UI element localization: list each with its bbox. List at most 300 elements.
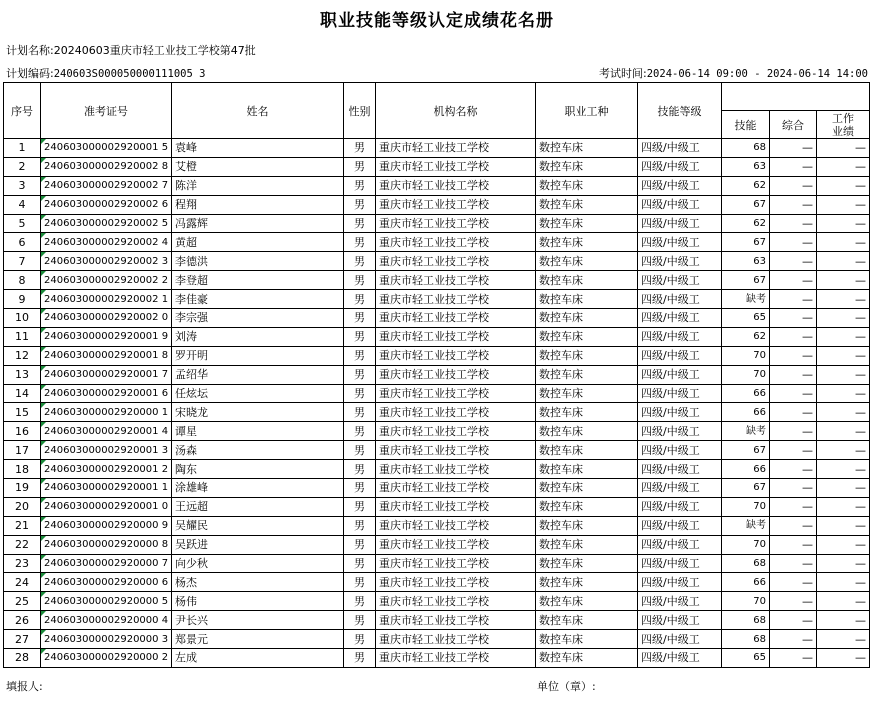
- cell-job[interactable]: 数控车床: [536, 195, 638, 214]
- cell-org[interactable]: 重庆市轻工业技工学校: [376, 176, 536, 195]
- cell-ticket[interactable]: 240603000002920002 2: [41, 271, 172, 290]
- table-row[interactable]: [4, 479, 870, 498]
- cell-level[interactable]: 四级/中级工: [638, 554, 722, 573]
- cell-sex[interactable]: 男: [344, 516, 376, 535]
- cell-job[interactable]: 数控车床: [536, 630, 638, 649]
- cell-work[interactable]: —: [817, 611, 870, 630]
- cell-skill[interactable]: 67: [722, 479, 770, 498]
- table-row[interactable]: [4, 327, 870, 346]
- cell-sex[interactable]: 男: [344, 176, 376, 195]
- cell-overall[interactable]: —: [770, 290, 817, 309]
- cell-skill[interactable]: 68: [722, 630, 770, 649]
- cell-work[interactable]: —: [817, 592, 870, 611]
- table-row[interactable]: [4, 233, 870, 252]
- table-row[interactable]: [4, 460, 870, 479]
- cell-org[interactable]: 重庆市轻工业技工学校: [376, 403, 536, 422]
- cell-ticket[interactable]: 240603000002920001 1: [41, 479, 172, 498]
- cell-seq[interactable]: 27: [4, 630, 41, 649]
- cell-name[interactable]: 黄超: [172, 233, 344, 252]
- cell-overall[interactable]: —: [770, 233, 817, 252]
- cell-overall[interactable]: —: [770, 365, 817, 384]
- table-row[interactable]: [4, 422, 870, 441]
- cell-seq[interactable]: 26: [4, 611, 41, 630]
- cell-sex[interactable]: 男: [344, 384, 376, 403]
- cell-job[interactable]: 数控车床: [536, 309, 638, 328]
- header-ticket[interactable]: 准考证号: [41, 83, 172, 139]
- cell-ticket[interactable]: 240603000002920001 3: [41, 441, 172, 460]
- cell-overall[interactable]: —: [770, 649, 817, 668]
- cell-level[interactable]: 四级/中级工: [638, 479, 722, 498]
- cell-name[interactable]: 左成: [172, 649, 344, 668]
- cell-job[interactable]: 数控车床: [536, 535, 638, 554]
- cell-name[interactable]: 杨伟: [172, 592, 344, 611]
- cell-work[interactable]: —: [817, 233, 870, 252]
- cell-overall[interactable]: —: [770, 309, 817, 328]
- cell-sex[interactable]: 男: [344, 252, 376, 271]
- cell-level[interactable]: 四级/中级工: [638, 403, 722, 422]
- cell-name[interactable]: 罗开明: [172, 346, 344, 365]
- cell-ticket[interactable]: 240603000002920000 5: [41, 592, 172, 611]
- cell-sex[interactable]: 男: [344, 271, 376, 290]
- cell-name[interactable]: 孟绍华: [172, 365, 344, 384]
- cell-org[interactable]: 重庆市轻工业技工学校: [376, 497, 536, 516]
- cell-seq[interactable]: 4: [4, 195, 41, 214]
- cell-seq[interactable]: 3: [4, 176, 41, 195]
- cell-work[interactable]: —: [817, 535, 870, 554]
- cell-name[interactable]: 王远超: [172, 497, 344, 516]
- cell-skill[interactable]: 缺考: [722, 516, 770, 535]
- cell-sex[interactable]: 男: [344, 497, 376, 516]
- cell-seq[interactable]: 28: [4, 649, 41, 668]
- cell-sex[interactable]: 男: [344, 441, 376, 460]
- cell-level[interactable]: 四级/中级工: [638, 422, 722, 441]
- table-row[interactable]: [4, 630, 870, 649]
- cell-org[interactable]: 重庆市轻工业技工学校: [376, 365, 536, 384]
- table-row[interactable]: [4, 290, 870, 309]
- cell-org[interactable]: 重庆市轻工业技工学校: [376, 460, 536, 479]
- cell-seq[interactable]: 18: [4, 460, 41, 479]
- cell-org[interactable]: 重庆市轻工业技工学校: [376, 195, 536, 214]
- cell-org[interactable]: 重庆市轻工业技工学校: [376, 573, 536, 592]
- cell-seq[interactable]: 2: [4, 157, 41, 176]
- table-row[interactable]: [4, 403, 870, 422]
- cell-job[interactable]: 数控车床: [536, 346, 638, 365]
- cell-ticket[interactable]: 240603000002920001 5: [41, 139, 172, 158]
- cell-sex[interactable]: 男: [344, 649, 376, 668]
- cell-seq[interactable]: 17: [4, 441, 41, 460]
- cell-job[interactable]: 数控车床: [536, 479, 638, 498]
- header-org[interactable]: 机构名称: [376, 83, 536, 139]
- cell-work[interactable]: —: [817, 365, 870, 384]
- cell-level[interactable]: 四级/中级工: [638, 233, 722, 252]
- cell-org[interactable]: 重庆市轻工业技工学校: [376, 214, 536, 233]
- cell-org[interactable]: 重庆市轻工业技工学校: [376, 611, 536, 630]
- cell-job[interactable]: 数控车床: [536, 403, 638, 422]
- cell-seq[interactable]: 9: [4, 290, 41, 309]
- cell-level[interactable]: 四级/中级工: [638, 290, 722, 309]
- cell-org[interactable]: 重庆市轻工业技工学校: [376, 630, 536, 649]
- cell-level[interactable]: 四级/中级工: [638, 252, 722, 271]
- cell-sex[interactable]: 男: [344, 554, 376, 573]
- cell-org[interactable]: 重庆市轻工业技工学校: [376, 233, 536, 252]
- cell-sex[interactable]: 男: [344, 611, 376, 630]
- cell-work[interactable]: —: [817, 309, 870, 328]
- cell-overall[interactable]: —: [770, 573, 817, 592]
- cell-work[interactable]: —: [817, 573, 870, 592]
- cell-job[interactable]: 数控车床: [536, 271, 638, 290]
- cell-work[interactable]: —: [817, 554, 870, 573]
- cell-skill[interactable]: 63: [722, 157, 770, 176]
- cell-skill[interactable]: 70: [722, 535, 770, 554]
- cell-org[interactable]: 重庆市轻工业技工学校: [376, 479, 536, 498]
- cell-level[interactable]: 四级/中级工: [638, 630, 722, 649]
- cell-ticket[interactable]: 240603000002920000 1: [41, 403, 172, 422]
- cell-ticket[interactable]: 240603000002920002 6: [41, 195, 172, 214]
- table-row[interactable]: [4, 649, 870, 668]
- cell-work[interactable]: —: [817, 176, 870, 195]
- cell-level[interactable]: 四级/中级工: [638, 384, 722, 403]
- cell-ticket[interactable]: 240603000002920002 3: [41, 252, 172, 271]
- header-work[interactable]: [817, 111, 870, 139]
- cell-name[interactable]: 刘涛: [172, 327, 344, 346]
- cell-ticket[interactable]: 240603000002920001 9: [41, 327, 172, 346]
- cell-sex[interactable]: 男: [344, 139, 376, 158]
- cell-skill[interactable]: 68: [722, 554, 770, 573]
- cell-name[interactable]: 杨杰: [172, 573, 344, 592]
- cell-job[interactable]: 数控车床: [536, 441, 638, 460]
- cell-seq[interactable]: 21: [4, 516, 41, 535]
- cell-skill[interactable]: 68: [722, 611, 770, 630]
- cell-overall[interactable]: —: [770, 403, 817, 422]
- cell-work[interactable]: —: [817, 479, 870, 498]
- table-row[interactable]: [4, 535, 870, 554]
- cell-sex[interactable]: 男: [344, 592, 376, 611]
- cell-level[interactable]: 四级/中级工: [638, 573, 722, 592]
- table-row[interactable]: [4, 157, 870, 176]
- cell-level[interactable]: 四级/中级工: [638, 535, 722, 554]
- cell-job[interactable]: 数控车床: [536, 592, 638, 611]
- cell-org[interactable]: 重庆市轻工业技工学校: [376, 535, 536, 554]
- cell-overall[interactable]: —: [770, 271, 817, 290]
- cell-seq[interactable]: 6: [4, 233, 41, 252]
- cell-work[interactable]: —: [817, 252, 870, 271]
- cell-seq[interactable]: 25: [4, 592, 41, 611]
- cell-job[interactable]: 数控车床: [536, 365, 638, 384]
- cell-ticket[interactable]: 240603000002920002 0: [41, 309, 172, 328]
- cell-sex[interactable]: 男: [344, 309, 376, 328]
- cell-work[interactable]: —: [817, 460, 870, 479]
- cell-org[interactable]: 重庆市轻工业技工学校: [376, 309, 536, 328]
- cell-overall[interactable]: —: [770, 516, 817, 535]
- table-row[interactable]: [4, 271, 870, 290]
- cell-ticket[interactable]: 240603000002920001 4: [41, 422, 172, 441]
- cell-org[interactable]: 重庆市轻工业技工学校: [376, 252, 536, 271]
- cell-level[interactable]: 四级/中级工: [638, 157, 722, 176]
- table-row[interactable]: [4, 214, 870, 233]
- cell-sex[interactable]: 男: [344, 157, 376, 176]
- cell-skill[interactable]: 62: [722, 327, 770, 346]
- cell-level[interactable]: 四级/中级工: [638, 176, 722, 195]
- cell-skill[interactable]: 66: [722, 384, 770, 403]
- cell-skill[interactable]: 70: [722, 365, 770, 384]
- cell-ticket[interactable]: 240603000002920000 4: [41, 611, 172, 630]
- cell-job[interactable]: 数控车床: [536, 139, 638, 158]
- cell-level[interactable]: 四级/中级工: [638, 497, 722, 516]
- cell-level[interactable]: 四级/中级工: [638, 611, 722, 630]
- cell-overall[interactable]: —: [770, 535, 817, 554]
- cell-job[interactable]: 数控车床: [536, 554, 638, 573]
- cell-work[interactable]: —: [817, 497, 870, 516]
- cell-job[interactable]: 数控车床: [536, 327, 638, 346]
- cell-skill[interactable]: 67: [722, 271, 770, 290]
- cell-sex[interactable]: 男: [344, 365, 376, 384]
- cell-skill[interactable]: 66: [722, 403, 770, 422]
- cell-name[interactable]: 李登超: [172, 271, 344, 290]
- cell-work[interactable]: —: [817, 290, 870, 309]
- cell-level[interactable]: 四级/中级工: [638, 346, 722, 365]
- cell-sex[interactable]: 男: [344, 214, 376, 233]
- cell-job[interactable]: 数控车床: [536, 176, 638, 195]
- cell-work[interactable]: —: [817, 214, 870, 233]
- cell-seq[interactable]: 12: [4, 346, 41, 365]
- cell-overall[interactable]: —: [770, 611, 817, 630]
- cell-org[interactable]: 重庆市轻工业技工学校: [376, 554, 536, 573]
- cell-job[interactable]: 数控车床: [536, 573, 638, 592]
- cell-sex[interactable]: 男: [344, 346, 376, 365]
- cell-org[interactable]: 重庆市轻工业技工学校: [376, 157, 536, 176]
- cell-ticket[interactable]: 240603000002920002 1: [41, 290, 172, 309]
- cell-ticket[interactable]: 240603000002920002 5: [41, 214, 172, 233]
- cell-job[interactable]: 数控车床: [536, 611, 638, 630]
- cell-ticket[interactable]: 240603000002920001 2: [41, 460, 172, 479]
- cell-seq[interactable]: 1: [4, 139, 41, 158]
- cell-overall[interactable]: —: [770, 441, 817, 460]
- cell-skill[interactable]: 65: [722, 309, 770, 328]
- cell-org[interactable]: 重庆市轻工业技工学校: [376, 592, 536, 611]
- cell-work[interactable]: —: [817, 384, 870, 403]
- cell-level[interactable]: 四级/中级工: [638, 327, 722, 346]
- cell-seq[interactable]: 10: [4, 309, 41, 328]
- cell-level[interactable]: 四级/中级工: [638, 309, 722, 328]
- cell-org[interactable]: 重庆市轻工业技工学校: [376, 139, 536, 158]
- cell-skill[interactable]: 62: [722, 176, 770, 195]
- cell-overall[interactable]: —: [770, 346, 817, 365]
- cell-seq[interactable]: 8: [4, 271, 41, 290]
- cell-seq[interactable]: 14: [4, 384, 41, 403]
- table-row[interactable]: [4, 441, 870, 460]
- cell-name[interactable]: 尹长兴: [172, 611, 344, 630]
- table-row[interactable]: [4, 384, 870, 403]
- cell-ticket[interactable]: 240603000002920001 6: [41, 384, 172, 403]
- cell-job[interactable]: 数控车床: [536, 214, 638, 233]
- header-level[interactable]: 技能等级: [638, 83, 722, 139]
- cell-work[interactable]: —: [817, 157, 870, 176]
- cell-name[interactable]: 程翔: [172, 195, 344, 214]
- cell-skill[interactable]: 63: [722, 252, 770, 271]
- cell-overall[interactable]: —: [770, 195, 817, 214]
- table-row[interactable]: [4, 309, 870, 328]
- cell-job[interactable]: 数控车床: [536, 460, 638, 479]
- cell-overall[interactable]: —: [770, 327, 817, 346]
- cell-skill[interactable]: 68: [722, 139, 770, 158]
- cell-level[interactable]: 四级/中级工: [638, 516, 722, 535]
- cell-overall[interactable]: —: [770, 176, 817, 195]
- table-row[interactable]: [4, 592, 870, 611]
- cell-sex[interactable]: 男: [344, 195, 376, 214]
- header-seq[interactable]: 序号: [4, 83, 41, 139]
- cell-sex[interactable]: 男: [344, 535, 376, 554]
- cell-work[interactable]: —: [817, 422, 870, 441]
- cell-ticket[interactable]: 240603000002920001 0: [41, 497, 172, 516]
- cell-ticket[interactable]: 240603000002920000 9: [41, 516, 172, 535]
- cell-level[interactable]: 四级/中级工: [638, 271, 722, 290]
- cell-org[interactable]: 重庆市轻工业技工学校: [376, 290, 536, 309]
- cell-name[interactable]: 袁峰: [172, 139, 344, 158]
- cell-ticket[interactable]: 240603000002920002 7: [41, 176, 172, 195]
- cell-name[interactable]: 李宗强: [172, 309, 344, 328]
- header-score-group[interactable]: [722, 83, 870, 111]
- cell-name[interactable]: 李佳豪: [172, 290, 344, 309]
- cell-sex[interactable]: 男: [344, 403, 376, 422]
- cell-overall[interactable]: —: [770, 252, 817, 271]
- cell-sex[interactable]: 男: [344, 630, 376, 649]
- cell-work[interactable]: —: [817, 630, 870, 649]
- cell-name[interactable]: 任炫坛: [172, 384, 344, 403]
- cell-seq[interactable]: 23: [4, 554, 41, 573]
- cell-work[interactable]: —: [817, 346, 870, 365]
- table-row[interactable]: [4, 497, 870, 516]
- header-sex[interactable]: 性别: [344, 83, 376, 139]
- cell-skill[interactable]: 66: [722, 573, 770, 592]
- cell-overall[interactable]: —: [770, 479, 817, 498]
- cell-skill[interactable]: 66: [722, 460, 770, 479]
- cell-overall[interactable]: —: [770, 139, 817, 158]
- cell-org[interactable]: 重庆市轻工业技工学校: [376, 422, 536, 441]
- cell-overall[interactable]: —: [770, 422, 817, 441]
- cell-ticket[interactable]: 240603000002920001 8: [41, 346, 172, 365]
- table-row[interactable]: [4, 139, 870, 158]
- table-row[interactable]: [4, 195, 870, 214]
- cell-level[interactable]: 四级/中级工: [638, 592, 722, 611]
- cell-overall[interactable]: —: [770, 157, 817, 176]
- table-row[interactable]: [4, 611, 870, 630]
- cell-ticket[interactable]: 240603000002920000 3: [41, 630, 172, 649]
- cell-job[interactable]: 数控车床: [536, 422, 638, 441]
- cell-name[interactable]: 吴跃进: [172, 535, 344, 554]
- cell-seq[interactable]: 13: [4, 365, 41, 384]
- cell-ticket[interactable]: 240603000002920002 4: [41, 233, 172, 252]
- cell-ticket[interactable]: 240603000002920000 8: [41, 535, 172, 554]
- cell-org[interactable]: 重庆市轻工业技工学校: [376, 441, 536, 460]
- header-overall[interactable]: 综合: [770, 111, 817, 139]
- header-name[interactable]: 姓名: [172, 83, 344, 139]
- cell-level[interactable]: 四级/中级工: [638, 139, 722, 158]
- cell-level[interactable]: 四级/中级工: [638, 649, 722, 668]
- table-row[interactable]: [4, 516, 870, 535]
- cell-ticket[interactable]: 240603000002920000 7: [41, 554, 172, 573]
- cell-overall[interactable]: —: [770, 384, 817, 403]
- cell-name[interactable]: 陈洋: [172, 176, 344, 195]
- header-skill[interactable]: 技能: [722, 111, 770, 139]
- cell-name[interactable]: 冯露辉: [172, 214, 344, 233]
- cell-org[interactable]: 重庆市轻工业技工学校: [376, 271, 536, 290]
- cell-overall[interactable]: —: [770, 554, 817, 573]
- cell-sex[interactable]: 男: [344, 290, 376, 309]
- cell-skill[interactable]: 67: [722, 233, 770, 252]
- cell-name[interactable]: 李德洪: [172, 252, 344, 271]
- cell-ticket[interactable]: 240603000002920002 8: [41, 157, 172, 176]
- cell-name[interactable]: 陶东: [172, 460, 344, 479]
- cell-skill[interactable]: 67: [722, 195, 770, 214]
- cell-name[interactable]: 向少秋: [172, 554, 344, 573]
- cell-name[interactable]: 涂雄峰: [172, 479, 344, 498]
- cell-seq[interactable]: 15: [4, 403, 41, 422]
- cell-skill[interactable]: 70: [722, 346, 770, 365]
- cell-work[interactable]: —: [817, 403, 870, 422]
- cell-level[interactable]: 四级/中级工: [638, 460, 722, 479]
- cell-job[interactable]: 数控车床: [536, 233, 638, 252]
- cell-ticket[interactable]: 240603000002920000 2: [41, 649, 172, 668]
- cell-name[interactable]: 吴耀民: [172, 516, 344, 535]
- cell-name[interactable]: 宋晓龙: [172, 403, 344, 422]
- cell-work[interactable]: —: [817, 139, 870, 158]
- cell-sex[interactable]: 男: [344, 422, 376, 441]
- cell-level[interactable]: 四级/中级工: [638, 214, 722, 233]
- cell-skill[interactable]: 70: [722, 497, 770, 516]
- cell-job[interactable]: 数控车床: [536, 252, 638, 271]
- cell-level[interactable]: 四级/中级工: [638, 441, 722, 460]
- cell-job[interactable]: 数控车床: [536, 497, 638, 516]
- table-row[interactable]: [4, 252, 870, 271]
- cell-ticket[interactable]: 240603000002920000 6: [41, 573, 172, 592]
- cell-job[interactable]: 数控车床: [536, 649, 638, 668]
- cell-name[interactable]: 汤森: [172, 441, 344, 460]
- cell-sex[interactable]: 男: [344, 460, 376, 479]
- cell-skill[interactable]: 65: [722, 649, 770, 668]
- cell-name[interactable]: 郑景元: [172, 630, 344, 649]
- cell-name[interactable]: 艾橙: [172, 157, 344, 176]
- cell-name[interactable]: 谭星: [172, 422, 344, 441]
- table-row[interactable]: [4, 554, 870, 573]
- cell-overall[interactable]: —: [770, 630, 817, 649]
- cell-seq[interactable]: 20: [4, 497, 41, 516]
- cell-skill[interactable]: 缺考: [722, 290, 770, 309]
- cell-overall[interactable]: —: [770, 460, 817, 479]
- cell-org[interactable]: 重庆市轻工业技工学校: [376, 346, 536, 365]
- cell-overall[interactable]: —: [770, 214, 817, 233]
- cell-work[interactable]: —: [817, 649, 870, 668]
- cell-org[interactable]: 重庆市轻工业技工学校: [376, 384, 536, 403]
- cell-sex[interactable]: 男: [344, 479, 376, 498]
- cell-work[interactable]: —: [817, 441, 870, 460]
- cell-job[interactable]: 数控车床: [536, 290, 638, 309]
- cell-seq[interactable]: 7: [4, 252, 41, 271]
- table-row[interactable]: [4, 573, 870, 592]
- cell-overall[interactable]: —: [770, 497, 817, 516]
- cell-skill[interactable]: 62: [722, 214, 770, 233]
- cell-job[interactable]: 数控车床: [536, 157, 638, 176]
- cell-sex[interactable]: 男: [344, 233, 376, 252]
- cell-seq[interactable]: 24: [4, 573, 41, 592]
- cell-skill[interactable]: 70: [722, 592, 770, 611]
- cell-org[interactable]: 重庆市轻工业技工学校: [376, 327, 536, 346]
- cell-seq[interactable]: 11: [4, 327, 41, 346]
- table-row[interactable]: [4, 346, 870, 365]
- cell-work[interactable]: —: [817, 516, 870, 535]
- cell-skill[interactable]: 缺考: [722, 422, 770, 441]
- header-job[interactable]: 职业工种: [536, 83, 638, 139]
- cell-seq[interactable]: 5: [4, 214, 41, 233]
